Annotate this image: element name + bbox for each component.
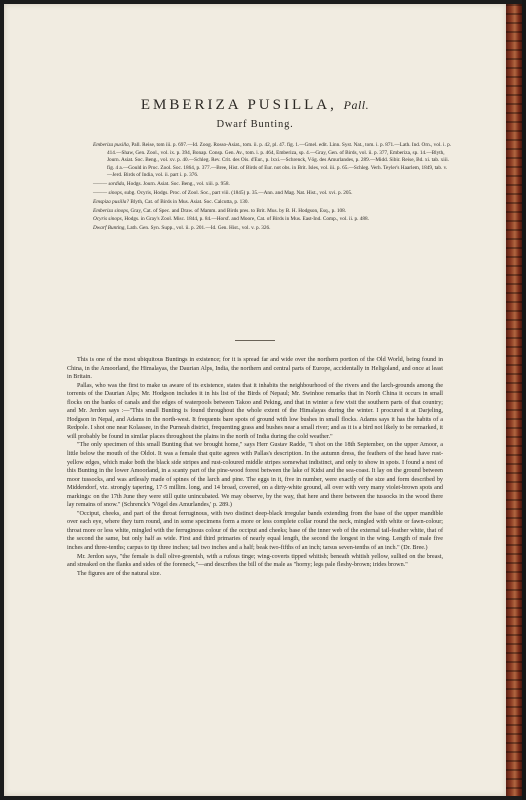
body-paragraph: Mr. Jerdon says, "the female is dull olive-greenish, with a rufous tinge; wing-coverts tipped whitish; beneath whitish yellow, sullied on the breast, and streaked on the flanks and sides of the foreneck,"—and describes the bill of the male as "horny; legs pale fleshy-brown; irides brown." bbox=[67, 553, 443, 569]
synonym-references: Blyth, Cat. of Birds in Mus. Asiat. Soc. Calcutta, p. 130. bbox=[129, 198, 249, 205]
species-authority: Pall. bbox=[343, 98, 370, 112]
body-paragraph: This is one of the most ubiquitous Buntings in existence; for it is spread far and wide over the northern portion of the Old World, being found in China, in the Amoorland, the Himalayas, the Daurian Alps, India, the northern and central parts of Europe, accidentally in Heligoland, and once at least in Britain. bbox=[67, 357, 443, 381]
synonym-name: Emberiza pusilla, bbox=[93, 142, 131, 148]
synonym-name: Emberiza sinops, bbox=[93, 207, 130, 214]
body-paragraph: Pallas, who was the first to make us aware of its existence, states that it inhabits the neighbourhood of the rivers and the larch-grounds among the torrents of the Daurian Alps; Mr. Hodgson includes it in his list of the Birds of Nepaul; Mr. Swinhoe remarks that in North China it occurs in small flocks on the banks of canals and the edges of waterpools between Takoo and Peking, and that in winter a few visit the southern parts of that country; and Mr. Jerdon says :—"This small Bunting is found throughout the whole extent of the Himalayas during the winter. I procured it at Darjeling, Hodgson in Nepal, and Adams in the north-west. It frequents bare spots of ground with low bushes in small flocks. Adams says it has the habits of a Redpole. I shot one near Kolassee, in the Purneah district, frequenting grass and bushes near a small river; and as it is a bird not likely to be remarked, it will probably be found in similar places throughout the plains in the north of India during the cold weather." bbox=[67, 382, 443, 440]
synonymy-entry bbox=[93, 190, 451, 198]
synonym-name: ——— sordida, bbox=[93, 180, 126, 187]
synonymy-entry bbox=[93, 216, 451, 224]
synonym-name: ——— sinops, bbox=[93, 189, 124, 196]
synonym-references: Lath. Gen. Syn. Supp., vol. ii. p. 201.—Id. Gen. Hist., vol. v. p. 326. bbox=[125, 225, 271, 232]
body-paragraph: "Occiput, cheeks, and part of the throat ferruginous, with two distinct deep-black irregular bands extending from the base of the upper mandible over each eye, where they turn round, and in some specimens form a more or less complete collar round the neck, mingled with white or fawn-colour; throat more or less white, mingled with the ferruginous colour of the occiput and cheeks; base of the inner web of the external tail-feather white, that of the second the same, but only half as wide. First and third primaries of nearly equal length, the second the longest in the wing. Length of male five inches and three-tenths; carpus to tip three inches; tail two inches and a half; beak two-fifths of an inch; tarsus seven-tenths of an inch." (Dr. Bree.) bbox=[67, 510, 443, 552]
synonym-references: subg. Ocyris, Hodgs. Proc. of Zool. Soc., part viii. (1845) p. 35.—Ann. and Mag. Nat. Hist., vol. xvi. p. 205. bbox=[123, 189, 353, 196]
background-border bbox=[522, 0, 526, 800]
book-page bbox=[4, 4, 506, 796]
synonym-name: Ocyris sinops, bbox=[93, 216, 124, 223]
synonymy-entry bbox=[93, 199, 451, 207]
section-divider bbox=[235, 340, 275, 341]
synonymy-entry bbox=[93, 208, 451, 216]
synonym-references: Hodgs. in Gray's Zool. Misc. 1844, p. 84.—Horsf. and Moore, Cat. of Birds in Mus. East-Ind. Comp., vol. ii. p. 488. bbox=[123, 216, 369, 223]
body-paragraph: The figures are of the natural size. bbox=[77, 570, 162, 577]
synonymy-list bbox=[93, 142, 451, 234]
synonym-references: Gray, Cat. of Spec. and Draw. of Mamm. and Birds pres. to Brit. Mus. by B. H. Hodgson, Esq., p. 108. bbox=[129, 207, 347, 214]
synonymy-entry bbox=[93, 225, 451, 233]
synonym-references: Hodgs. Journ. Asiat. Soc. Beng., vol. xiii. p. 958. bbox=[125, 180, 230, 187]
synonym-references: Pall. Reise, tom iii. p. 697.—Id. Zoog. Rosso-Asiat., tom. ii. p. 42, pl. 47. fig. 1.—Gmel. edit. Linn. Syst. Nat., tom. i. p. 871.—Lath. Ind. Orn., vol. i. p. 414.—Shaw, Gen. Zool., vol. ix. p. 394, Bonap. Consp. Gen. Av., tom. i. p. 464, Emberiza, sp. 4.—Gray, Gen. of Birds, vol. ii. p. 377, Emberiza, sp. 14.—Blyth, Journ. Asiat. Soc. Beng., vol. xv. p. 40.—Schleg. Rev. Crit. des Ois. d'Eur., p. lxxi.—Schrenck, Vög. des Amurlandes, p. 289.—Midd. Sibir. Reise, Bd. xi. tab. xiii. fig. 4 a.—Gould in Proc. Zool. Soc. 1864, p. 377.—Bree, Hist. of Birds of Eur. not obs. in Brit. Isles, vol. iii. p. 65.—Schleg. Verh. Teyler's Haarlem, 1849, tab. v.—Jerd. Birds of India, vol. ii. part i. p. 376. bbox=[107, 142, 452, 178]
body-text bbox=[67, 356, 443, 578]
page-title bbox=[4, 97, 506, 114]
common-name: Dwarf Bunting. bbox=[216, 119, 294, 130]
synonymy-entry bbox=[93, 181, 451, 189]
book-fore-edge bbox=[506, 4, 522, 796]
synonym-name: Emspiza pusilla? bbox=[93, 198, 130, 205]
synonymy-entry bbox=[93, 142, 451, 180]
body-paragraph: "The only specimen of this small Bunting that we brought home," says Herr Gustav Radde, "I shot on the 18th September, on the upper Amoor, a little below the mouth of the Oldoi. It was a female that quite agrees with Pallas's description. In the autumn dress, the feathers of the head have rust-yellow edges, which make both the black side stripes and rust-coloured middle stripes somewhat indistinct, and only to show in spots. I found a nest of this Bunting in the lower Amoorland, in a scanty part of the pine-wood forest between the lake of Kidsi and the sea-coast. It lay on the ground between moor tussocks, and was artlessly made of spines of the larch and pine. The eggs in it, five in number, were exactly of the size and form described by Middendorf, viz. strongly tapering, 17·5 millim. long, and 14 broad, covered, on a dirty-white ground, all over with very many violet-brown spots and markings: on the 17th June they were still quite unincubated. We may observe, by the way, that here and there between the tussocks in the wood there lay remains of snow." (Schrenck's 'Vögel des Amurlandes,' p. 289.) bbox=[67, 442, 443, 509]
synonym-name: Dwarf Bunting, bbox=[93, 225, 126, 232]
species-name: EMBERIZA PUSILLA, bbox=[140, 97, 337, 113]
